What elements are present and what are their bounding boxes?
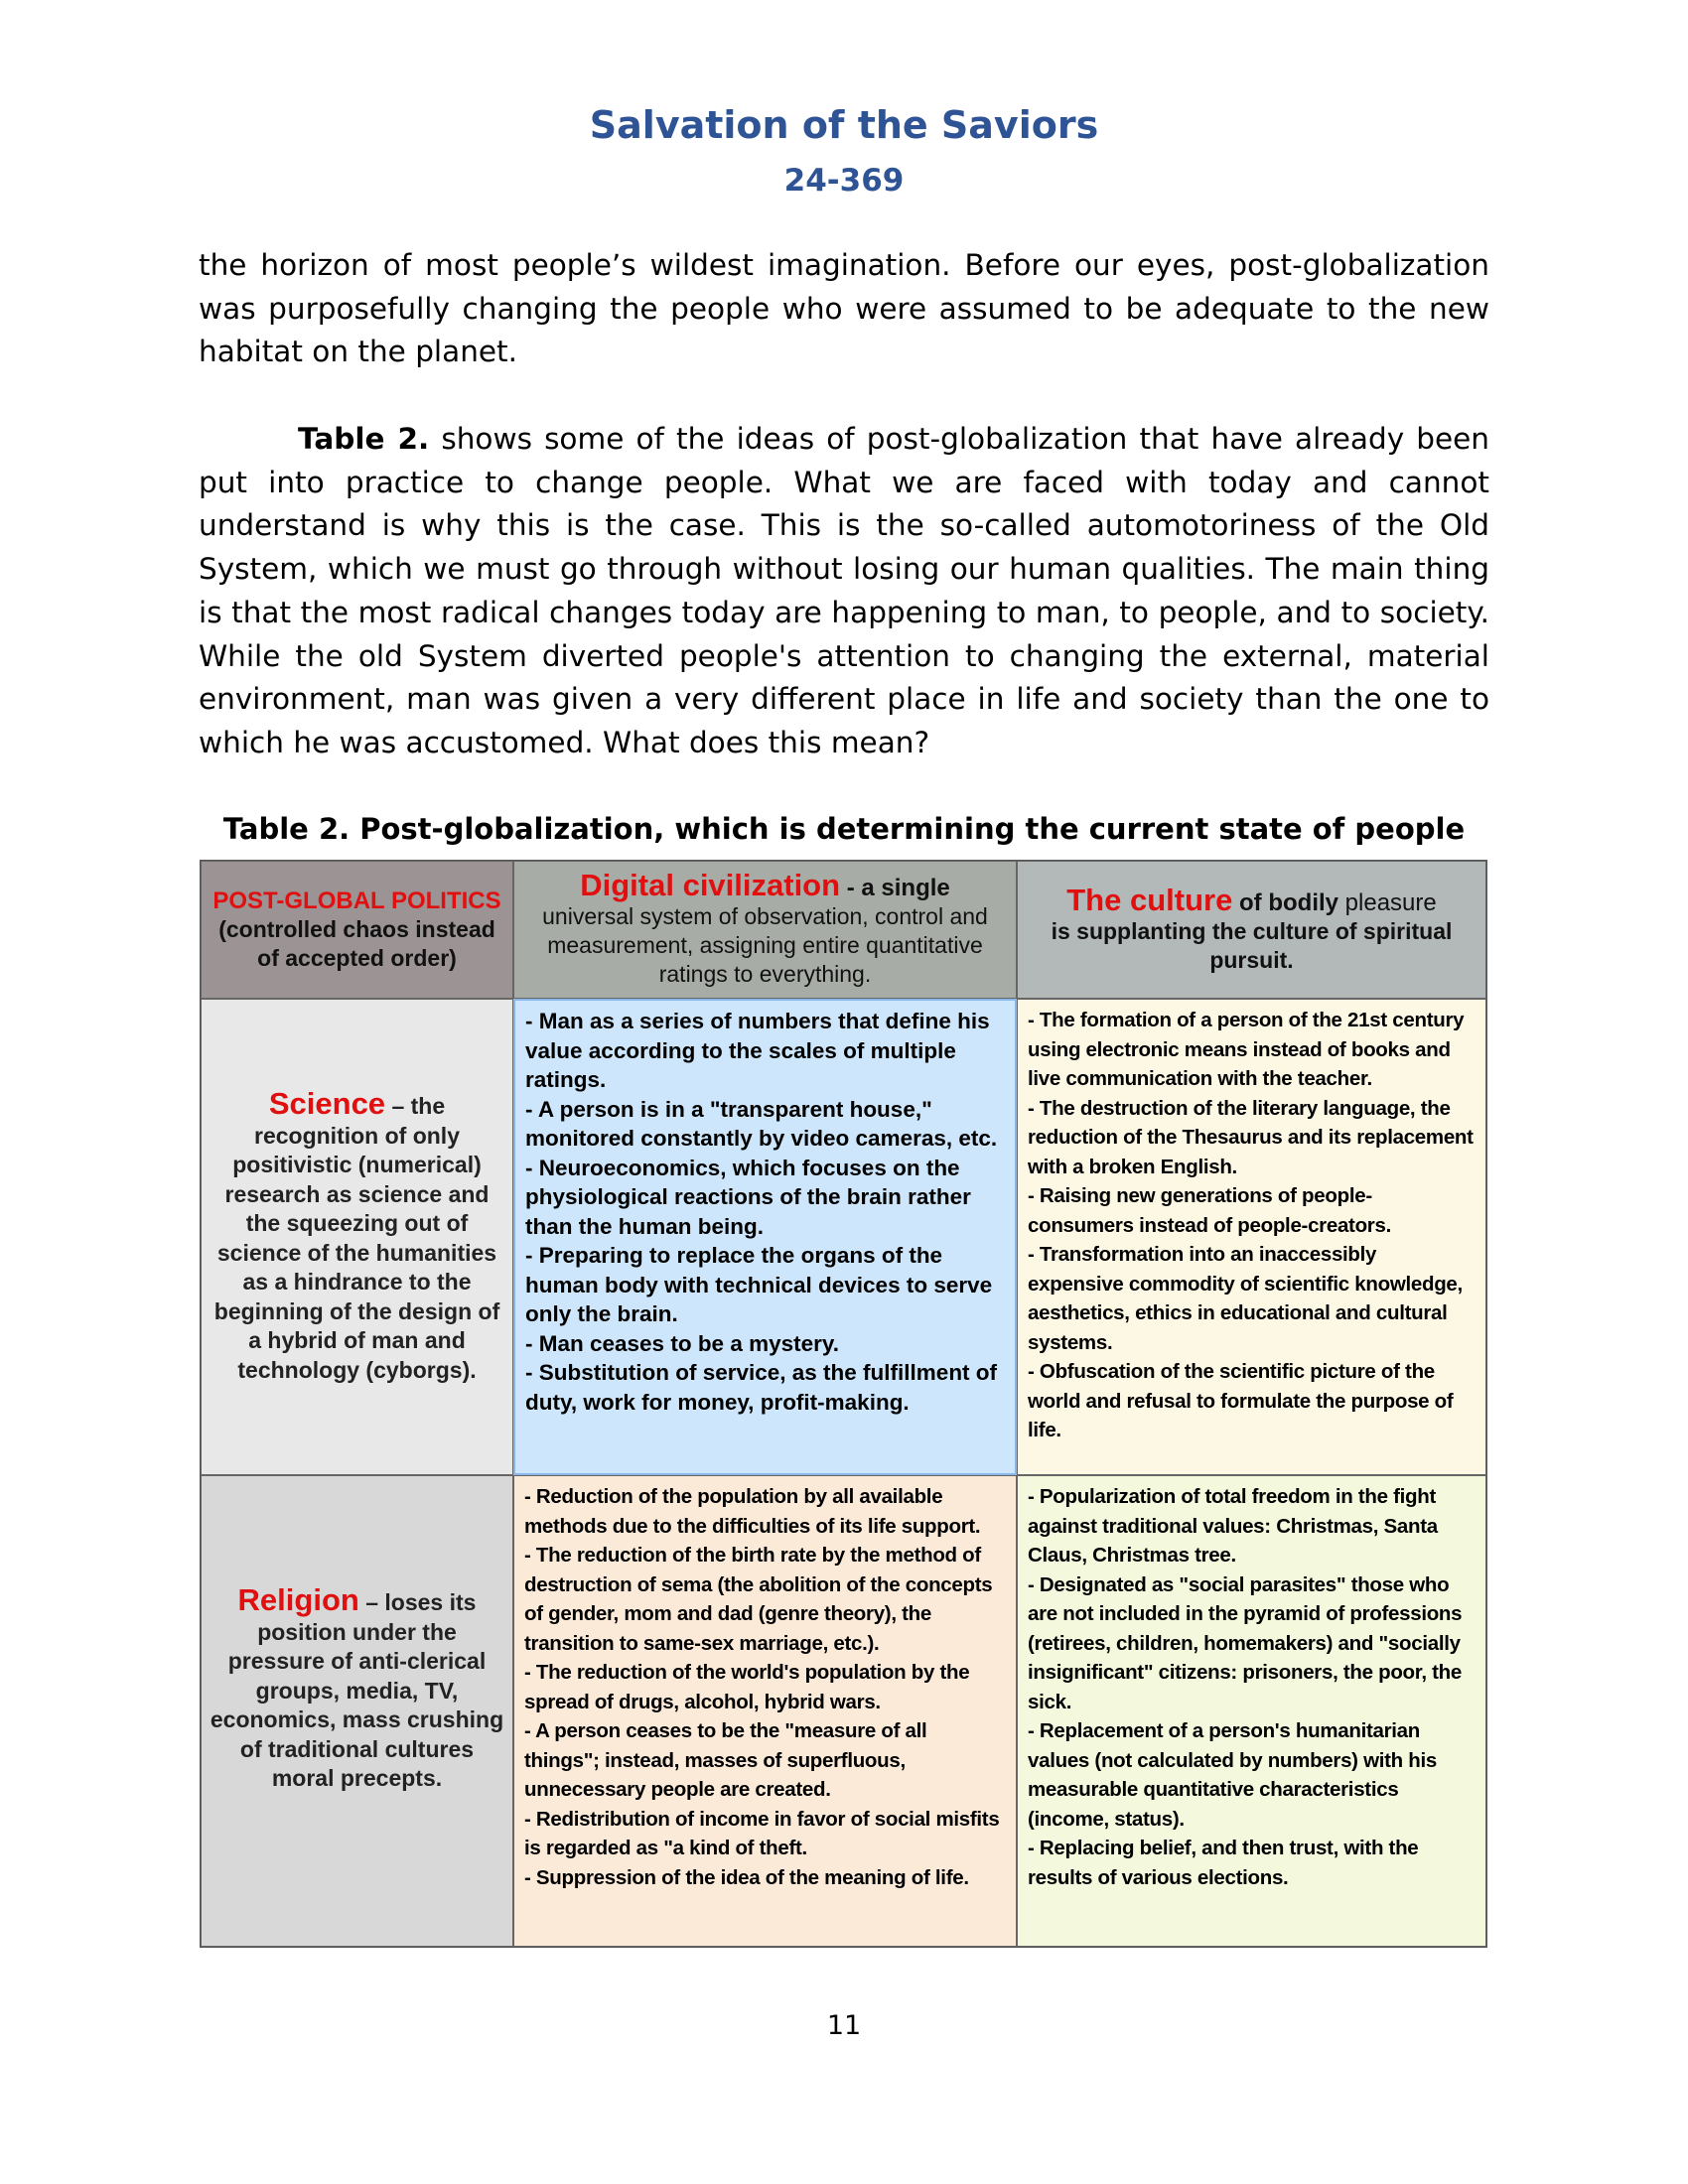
- list-item: - Preparing to replace the organs of the human body with technical devices to serve only the brain.: [525, 1243, 993, 1326]
- list-item: - Replacement of a person's humanitarian values (not calculated by numbers) with his measurable quantitative characteristics (income, status).: [1028, 1719, 1437, 1831]
- digital-title: Digital civilization: [580, 868, 841, 902]
- list-item: - Man ceases to be a mystery.: [525, 1330, 839, 1356]
- list-item: - Raising new generations of people-consumers instead of people-creators.: [1028, 1184, 1391, 1237]
- list-item: - Substitution of service, as the fulfillment of duty, work for money, profit-making.: [525, 1360, 998, 1415]
- culture-subtitle: is supplanting the culture of spiritual pursuit.: [1051, 917, 1453, 973]
- list-item: - Redistribution of income in favor of social misfits is regarded as "a kind of theft.: [524, 1807, 1000, 1859]
- header-politics: [201, 861, 513, 999]
- document-number: 24-369: [783, 163, 905, 199]
- paragraph-1: the horizon of most people’s wildest imagination. Before our eyes, post-globalization was purposefully changing the people who were assumed to be adequate to the new habitat on the planet.: [199, 248, 1489, 369]
- list-item: - Transformation into an inaccessibly expensive commodity of scientific knowledge, aesthetics, ethics in educational and cultural systems.: [1028, 1243, 1463, 1354]
- list-item: - The formation of a person of the 21st century using electronic means instead of books and live communication with the teacher.: [1028, 1009, 1465, 1090]
- table: [200, 860, 1487, 1948]
- header-culture: [1017, 861, 1486, 999]
- science-cell: [201, 999, 513, 1475]
- science-description: – the recognition of only positivistic (numerical) research as science and the squeezing out of science of the humanities as a hindrance to the beginning of the design of a hybrid of man and technology (cyborgs).: [213, 1093, 500, 1383]
- culture-title: The culture: [1066, 882, 1233, 917]
- science-digital-cell: [513, 999, 1017, 1475]
- list-item: - The destruction of the literary language, the reduction of the Thesaurus and its replacement with a broken English.: [1028, 1096, 1474, 1178]
- science-label: Science: [268, 1086, 386, 1121]
- culture-title-rest: of bodily: [1232, 888, 1338, 916]
- politics-subtitle: (controlled chaos instead of accepted order): [218, 916, 495, 971]
- list-item: - A person is in a "transparent house," monitored constantly by video cameras, etc.: [525, 1096, 998, 1151]
- list-item: - Popularization of total freedom in the fight against traditional values: Christmas, Santa Claus, Christmas tree.: [1028, 1485, 1438, 1567]
- header-digital: [513, 861, 1017, 999]
- list-item: - Man as a series of numbers that define his value according to the scales of multiple ratings.: [525, 1009, 990, 1092]
- digital-title-rest: - a single: [840, 875, 950, 901]
- paragraph-2: [199, 418, 1489, 765]
- religion-culture-cell: [1017, 1475, 1486, 1947]
- list-item: - Suppression of the idea of the meaning of life.: [524, 1865, 969, 1889]
- page-number: 11: [826, 2010, 862, 2041]
- science-culture-cell: [1017, 999, 1486, 1475]
- list-item: - Obfuscation of the scientific picture of the world and refusal to formulate the purpose of life.: [1028, 1360, 1454, 1441]
- religion-description: – loses its position under the pressure of anti-clerical groups, media, TV, economics, mass crushing of traditional cultures moral precepts.: [210, 1589, 504, 1791]
- table-reference: Table 2.: [298, 422, 430, 456]
- religion-cell: [201, 1475, 513, 1947]
- list-item: - The reduction of the world's population by the spread of drugs, alcohol, hybrid wars.: [524, 1661, 970, 1713]
- list-item: - Replacing belief, and then trust, with the results of various elections.: [1028, 1837, 1419, 1889]
- culture-title-rest2: pleasure: [1338, 888, 1437, 916]
- paragraph-2-text: shows some of the ideas of post-globalization that have already been put into practice to change people. What we are faced with today and cannot understand is why this is the case. This is the so-called automotoriness of the Old System, which we must go through without losing our human qualities. The main thing is that the most radical changes today are happening to man, to people, and to society. While the old System diverted people's attention to changing the external, material environment, man was given a very different place in life and society than the one to which he was accustomed. What does this mean?: [199, 422, 1489, 759]
- politics-title: POST-GLOBAL POLITICS: [212, 887, 501, 914]
- religion-digital-cell: [513, 1475, 1017, 1947]
- list-item: - The reduction of the birth rate by the method of destruction of sema (the abolition of the concepts of gender, mom and dad (genre theory), the transition to same-sex marriage, etc.).: [524, 1544, 993, 1655]
- list-item: - Designated as "social parasites" those who are not included in the pyramid of professions (retirees, children, homemakers) and "socially insignificant" citizens: prisoners, the poor, the sick.: [1028, 1572, 1463, 1713]
- digital-subtitle: universal system of observation, control and measurement, assigning entire quantitative ratings to everything.: [542, 903, 988, 987]
- document-title: Salvation of the Saviors: [589, 103, 1099, 147]
- table-caption: Table 2. Post-globalization, which is determining the current state of people: [222, 812, 1466, 846]
- list-item: - Reduction of the population by all available methods due to the difficulties of its life support.: [524, 1485, 981, 1538]
- list-item: - Neuroeconomics, which focuses on the physiological reactions of the brain rather than the human being.: [525, 1155, 971, 1239]
- religion-label: Religion: [237, 1582, 359, 1617]
- list-item: - A person ceases to be the "measure of all things"; instead, masses of superfluous, unnecessary people are created.: [524, 1719, 927, 1801]
